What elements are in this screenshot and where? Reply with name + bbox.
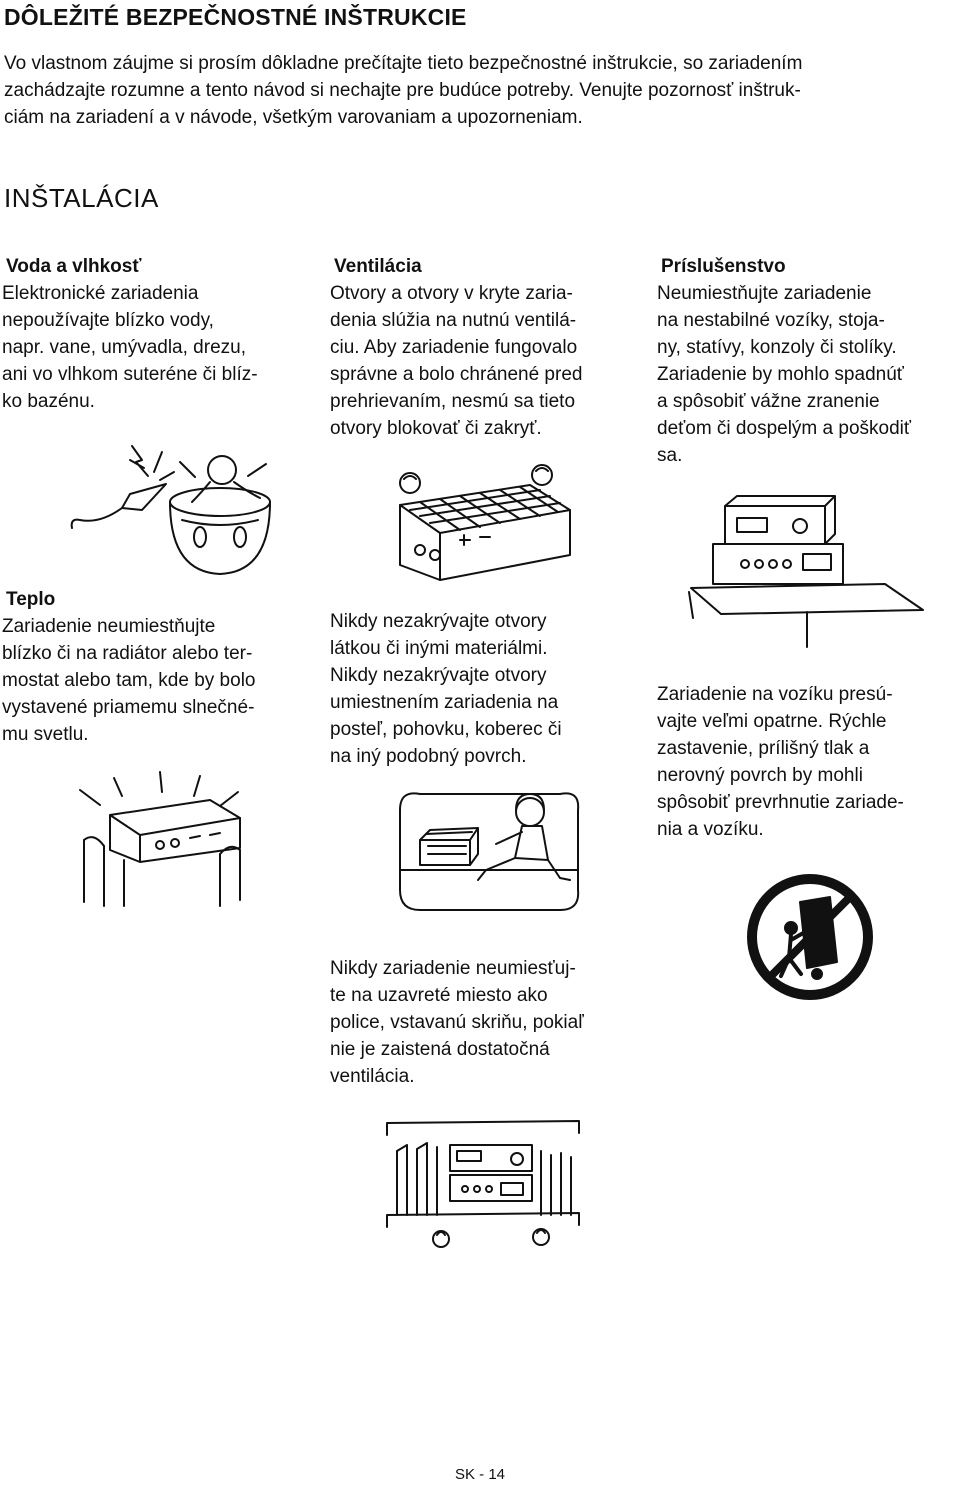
water-line: nepoužívajte blízko vody, xyxy=(2,310,214,331)
heat-line: mostat alebo tam, kde by bolo xyxy=(2,670,256,691)
heat-heading: Teplo xyxy=(6,589,56,610)
sofa-covered-device-illustration xyxy=(390,770,590,930)
heat-line: mu svetlu. xyxy=(2,724,89,745)
enclosed-line: Nikdy zariadenie neumiesťuj- xyxy=(330,958,576,979)
accessories-heading: Príslušenstvo xyxy=(661,256,786,277)
heat-line: vystavené priamemu slnečné- xyxy=(2,697,255,718)
covered-vents-illustration xyxy=(380,455,580,585)
water-line: ani vo vlhkom suteréne či blíz- xyxy=(2,364,258,385)
ventilation-line: otvory blokovať či zakryť. xyxy=(330,418,542,439)
cart-line: nia a vozíku. xyxy=(657,819,764,840)
section-title: INŠTALÁCIA xyxy=(4,183,159,213)
intro-line: ciám na zariadení a v návode, všetkým varovaniam a upozorneniam. xyxy=(4,107,583,128)
water-heading: Voda a vlhkosť xyxy=(6,256,142,277)
accessories-line: na nestabilné vozíky, stoja- xyxy=(657,310,885,331)
ventilation-line: prehrievaním, nesmú sa tieto xyxy=(330,391,576,412)
cover-line: Nikdy nezakrývajte otvory xyxy=(330,611,547,632)
accessories-line: sa. xyxy=(657,445,683,466)
ventilation-line: správne a bolo chránené pred xyxy=(330,364,583,385)
water-line: Elektronické zariadenia xyxy=(2,283,199,304)
ventilation-block xyxy=(330,253,640,442)
cart-line: vajte veľmi opatrne. Rýchle xyxy=(657,711,887,732)
water-line: napr. vane, umývadla, drezu, xyxy=(2,337,246,358)
accessories-line: Neumiestňujte zariadenie xyxy=(657,283,872,304)
water-line: ko bazénu. xyxy=(2,391,95,412)
cover-line: na iný podobný povrch. xyxy=(330,746,527,767)
bathtub-shock-illustration xyxy=(70,432,310,582)
heat-line: blízko či na radiátor alebo ter- xyxy=(2,643,253,664)
heat-line: Zariadenie neumiestňujte xyxy=(2,616,216,637)
enclosed-block xyxy=(330,955,650,1090)
unstable-shelf-illustration xyxy=(685,492,945,652)
cart-block xyxy=(657,681,957,843)
radiator-heat-illustration xyxy=(70,770,260,910)
accessories-line: deťom či dospelým a poškodiť xyxy=(657,418,911,439)
intro-line: Vo vlastnom záujme si prosím dôkladne prečítajte tieto bezpečnostné inštrukcie, so zariadením xyxy=(4,53,803,74)
intro-line: zachádzajte rozumne a tento návod si nechajte pre budúce potreby. Venujte pozornosť inštruk- xyxy=(4,80,801,101)
enclosed-line: ventilácia. xyxy=(330,1066,415,1087)
cart-line: zastavenie, prílišný tlak a xyxy=(657,738,870,759)
enclosed-line: police, vstavanú skriňu, pokiaľ xyxy=(330,1012,584,1033)
cover-block xyxy=(330,608,630,770)
accessories-line: ny, statívy, konzoly či stolíky. xyxy=(657,337,897,358)
cart-line: nerovný povrch by mohli xyxy=(657,765,863,786)
cover-line: látkou či inými materiálmi. xyxy=(330,638,548,659)
ventilation-line: ciu. Aby zariadenie fungovalo xyxy=(330,337,578,358)
accessories-block xyxy=(657,253,957,469)
enclosed-line: te na uzavreté miesto ako xyxy=(330,985,548,1006)
accessories-line: Zariadenie by mohlo spadnúť xyxy=(657,364,904,385)
cover-line: Nikdy nezakrývajte otvory xyxy=(330,665,547,686)
intro-paragraph xyxy=(4,50,956,131)
accessories-line: a spôsobiť vážne zranenie xyxy=(657,391,880,412)
cart-line: Zariadenie na vozíku presú- xyxy=(657,684,893,705)
page-title: DÔLEŽITÉ BEZPEČNOSTNÉ INŠTRUKCIE xyxy=(4,4,467,30)
ventilation-line: Otvory a otvory v kryte zaria- xyxy=(330,283,573,304)
cart-tipover-warning-symbol xyxy=(745,872,875,1002)
water-block xyxy=(2,253,302,415)
heat-block xyxy=(2,586,307,748)
page-number: SK - 14 xyxy=(454,1466,506,1483)
enclosed-line: nie je zaistená dostatočná xyxy=(330,1039,550,1060)
ventilation-heading: Ventilácia xyxy=(334,256,422,277)
enclosed-shelf-illustration xyxy=(385,1115,585,1255)
cover-line: umiestnením zariadenia na xyxy=(330,692,559,713)
cover-line: posteľ, pohovku, koberec či xyxy=(330,719,562,740)
ventilation-line: denia slúžia na nutnú ventilá- xyxy=(330,310,577,331)
cart-line: spôsobiť prevrhnutie zariade- xyxy=(657,792,904,813)
